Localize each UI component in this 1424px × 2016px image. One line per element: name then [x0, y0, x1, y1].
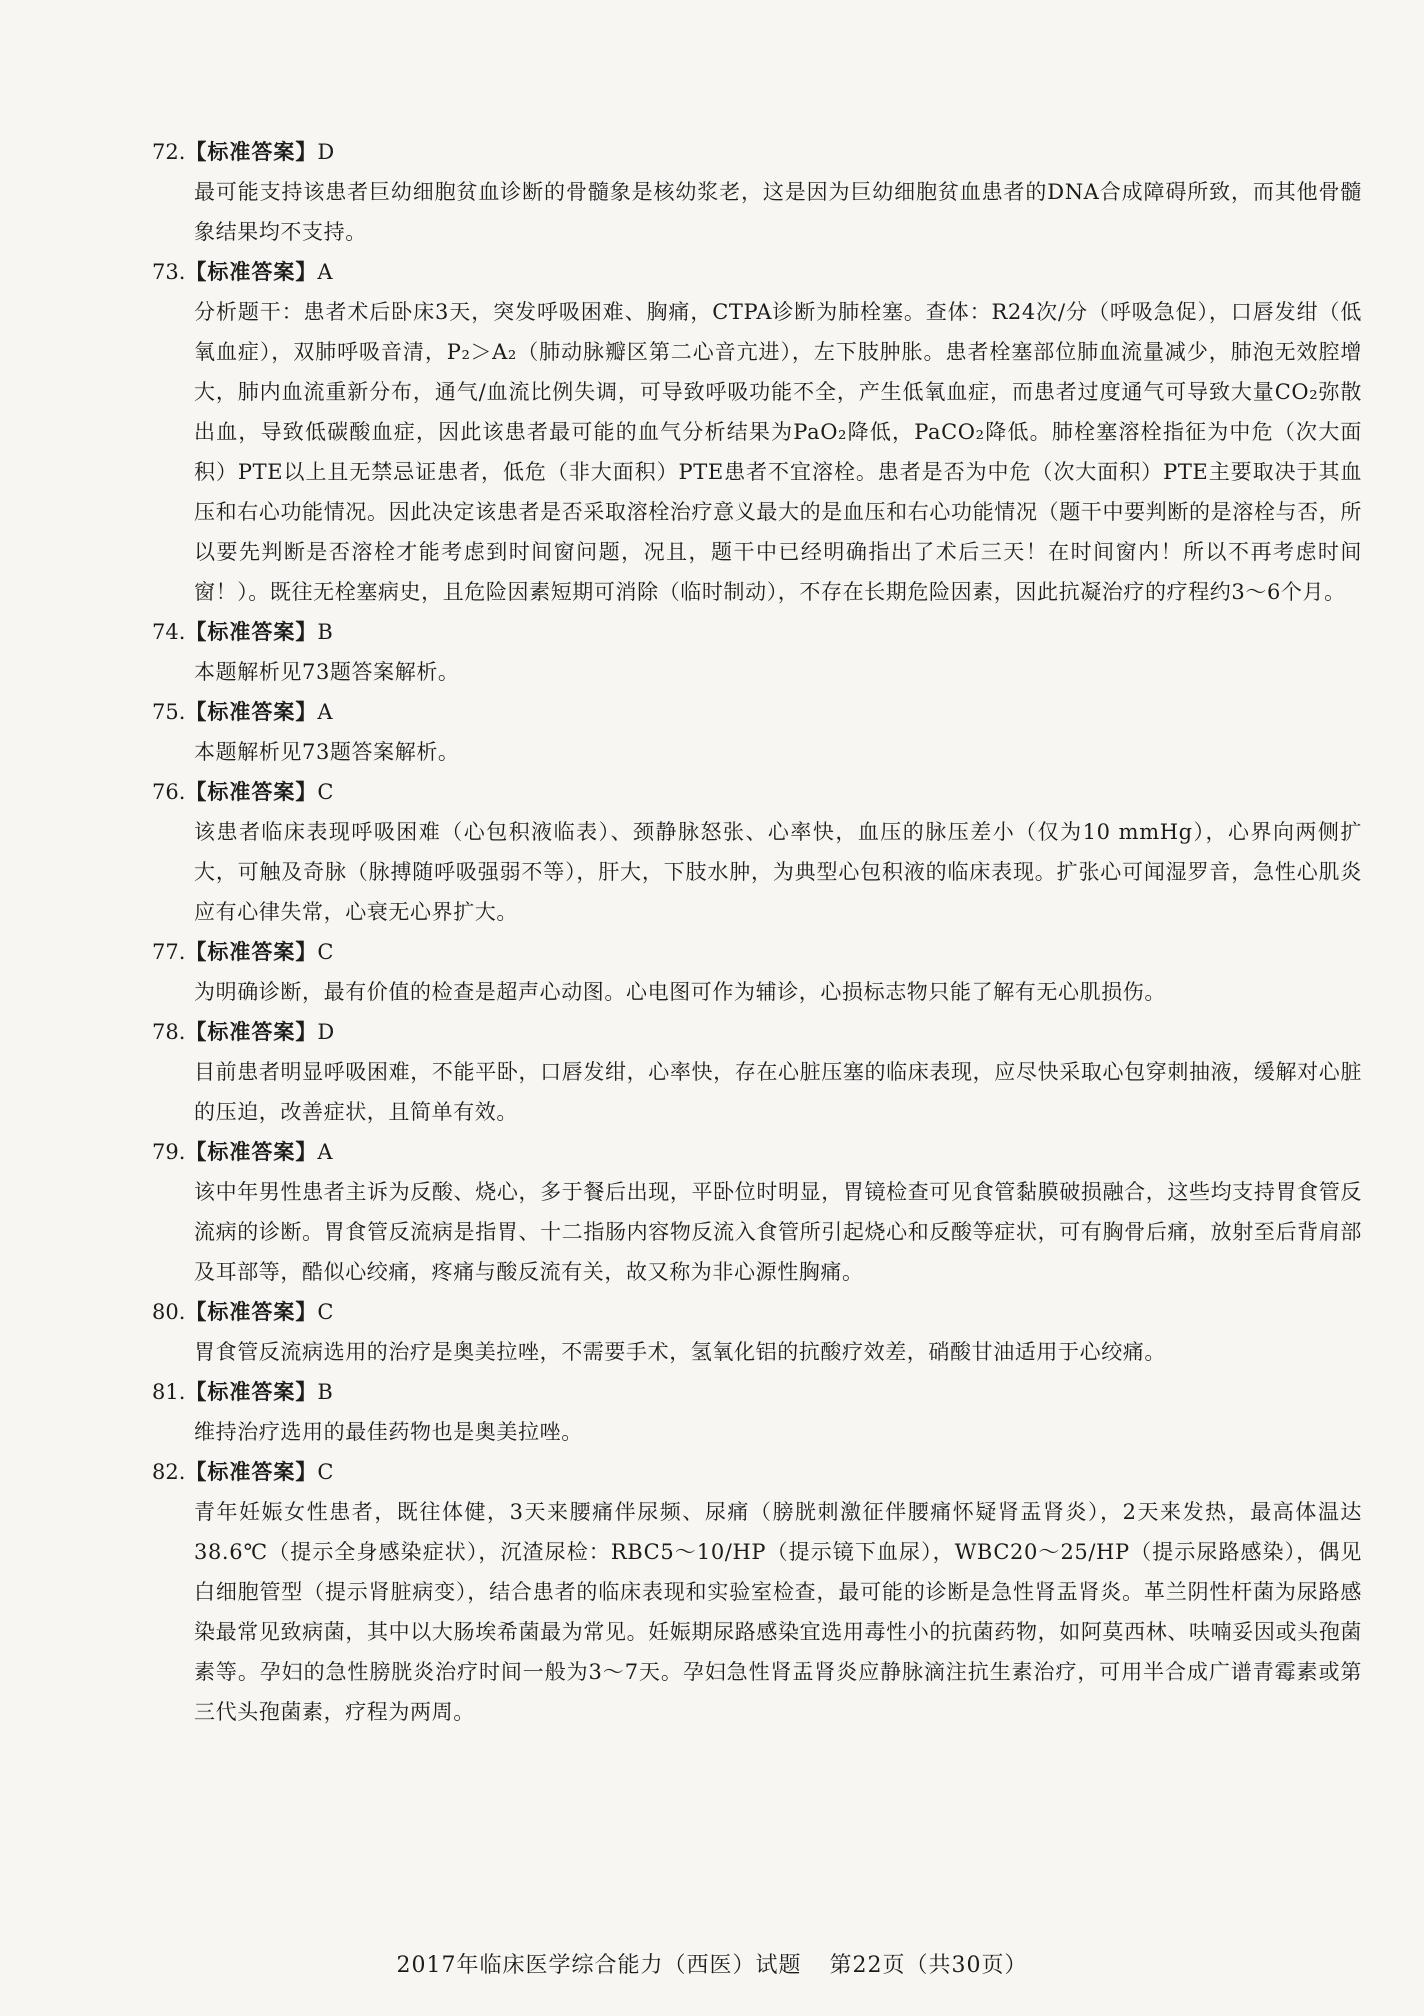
answer-item [152, 772, 1362, 932]
answer-letter: A [317, 1140, 333, 1164]
answer-heading [152, 692, 1362, 732]
answer-heading [152, 932, 1362, 972]
question-number: 75. [152, 700, 186, 724]
question-number: 78. [152, 1020, 186, 1044]
explanation-text: 目前患者明显呼吸困难，不能平卧，口唇发绀，心率快，存在心脏压塞的临床表现，应尽快采取心包穿刺抽液，缓解对心脏的压迫，改善症状，且简单有效。 [194, 1060, 1362, 1124]
answer-list [152, 132, 1362, 1732]
answer-heading [152, 1452, 1362, 1492]
answer-letter: A [317, 700, 333, 724]
answer-letter: A [317, 260, 333, 284]
question-number: 77. [152, 940, 186, 964]
answer-item [152, 692, 1362, 772]
explanation-text: 为明确诊断，最有价值的检查是超声心动图。心电图可作为辅诊，心损标志物只能了解有无心肌损伤。 [194, 980, 1166, 1004]
answer-label: 【标准答案】 [185, 139, 318, 164]
answer-item [152, 1372, 1362, 1452]
footer-page-number: 第22页（共30页） [829, 1953, 1028, 1978]
answer-label: 【标准答案】 [185, 1019, 318, 1044]
explanation-text: 青年妊娠女性患者，既往体健，3天来腰痛伴尿频、尿痛（膀胱刺激征伴腰痛怀疑肾盂肾炎），2天来发热，最高体温达38.6℃（提示全身感染症状），沉渣尿检：RBC5～10/HP（提示镜下血尿），WBC20～25/HP（提示尿路感染），偶见白细胞管型（提示肾脏病变），结合患者的临床表现和实验室检查，最可能的诊断是急性肾盂肾炎。革兰阴性杆菌为尿路感染最常见致病菌，其中以大肠埃希菌最为常见。妊娠期尿路感染宜选用毒性小的抗菌药物，如阿莫西林、呋喃妥因或头孢菌素等。孕妇的急性膀胱炎治疗时间一般为3～7天。孕妇急性肾盂肾炎应静脉滴注抗生素治疗，可用半合成广谱青霉素或第三代头孢菌素，疗程为两周。 [194, 1500, 1362, 1724]
page-footer [0, 1948, 1424, 1979]
answer-letter: C [317, 1300, 334, 1324]
answer-label: 【标准答案】 [185, 619, 318, 644]
explanation-text: 胃食管反流病选用的治疗是奥美拉唑，不需要手术，氢氧化铝的抗酸疗效差，硝酸甘油适用于心绞痛。 [194, 1340, 1166, 1364]
answer-label: 【标准答案】 [185, 699, 318, 724]
answer-heading [152, 1372, 1362, 1412]
answer-label: 【标准答案】 [185, 1299, 318, 1324]
answer-item [152, 252, 1362, 612]
explanation-text: 本题解析见73题答案解析。 [194, 660, 460, 684]
question-number: 80. [152, 1300, 186, 1324]
answer-item [152, 132, 1362, 252]
answer-heading [152, 132, 1362, 172]
answer-item [152, 612, 1362, 692]
question-number: 72. [152, 140, 186, 164]
answer-heading [152, 1292, 1362, 1332]
answer-label: 【标准答案】 [185, 1139, 318, 1164]
answer-item [152, 1132, 1362, 1292]
explanation-text: 最可能支持该患者巨幼细胞贫血诊断的骨髓象是核幼浆老，这是因为巨幼细胞贫血患者的DNA合成障碍所致，而其他骨髓象结果均不支持。 [194, 180, 1362, 244]
answer-letter: B [317, 620, 333, 644]
explanation-text: 该中年男性患者主诉为反酸、烧心，多于餐后出现，平卧位时明显，胃镜检查可见食管黏膜破损融合，这些均支持胃食管反流病的诊断。胃食管反流病是指胃、十二指肠内容物反流入食管所引起烧心和反酸等症状，可有胸骨后痛，放射至后背肩部及耳部等，酷似心绞痛，疼痛与酸反流有关，故又称为非心源性胸痛。 [194, 1180, 1362, 1284]
answer-item [152, 1292, 1362, 1372]
question-number: 74. [152, 620, 186, 644]
answer-letter: D [317, 140, 335, 164]
answer-label: 【标准答案】 [185, 259, 318, 284]
answer-letter: C [317, 940, 334, 964]
answer-heading [152, 1012, 1362, 1052]
answer-label: 【标准答案】 [185, 1379, 318, 1404]
answer-label: 【标准答案】 [185, 939, 318, 964]
answer-letter: D [317, 1020, 335, 1044]
explanation-text: 该患者临床表现呼吸困难（心包积液临表）、颈静脉怒张、心率快，血压的脉压差小（仅为10 mmHg），心界向两侧扩大，可触及奇脉（脉搏随呼吸强弱不等），肝大，下肢水肿，为典型心包积液的临床表现。扩张心可闻湿罗音，急性心肌炎应有心律失常，心衰无心界扩大。 [194, 820, 1362, 924]
footer-title: 2017年临床医学综合能力（西医）试题 [396, 1953, 802, 1978]
answer-letter: C [317, 1460, 334, 1484]
answer-heading [152, 772, 1362, 812]
answer-letter: C [317, 780, 334, 804]
explanation-text: 本题解析见73题答案解析。 [194, 740, 460, 764]
answer-heading [152, 612, 1362, 652]
answer-item [152, 1012, 1362, 1132]
explanation-text: 维持治疗选用的最佳药物也是奥美拉唑。 [194, 1420, 583, 1444]
explanation-text: 分析题干：患者术后卧床3天，突发呼吸困难、胸痛，CTPA诊断为肺栓塞。查体：R24次/分（呼吸急促），口唇发绀（低氧血症），双肺呼吸音清，P₂＞A₂（肺动脉瓣区第二心音亢进），左下肢肿胀。患者栓塞部位肺血流量减少，肺泡无效腔增大，肺内血流重新分布，通气/血流比例失调，可导致呼吸功能不全，产生低氧血症，而患者过度通气可导致大量CO₂弥散出血，导致低碳酸血症，因此该患者最可能的血气分析结果为PaO₂降低，PaCO₂降低。肺栓塞溶栓指征为中危（次大面积）PTE以上且无禁忌证患者，低危（非大面积）PTE患者不宜溶栓。患者是否为中危（次大面积）PTE主要取决于其血压和右心功能情况。因此决定该患者是否采取溶栓治疗意义最大的是血压和右心功能情况（题干中要判断的是溶栓与否，所以要先判断是否溶栓才能考虑到时间窗问题，况且，题干中已经明确指出了术后三天！在时间窗内！所以不再考虑时间窗！）。既往无栓塞病史，且危险因素短期可消除（临时制动），不存在长期危险因素，因此抗凝治疗的疗程约3～6个月。 [194, 300, 1362, 604]
question-number: 73. [152, 260, 186, 284]
question-number: 82. [152, 1460, 186, 1484]
question-number: 81. [152, 1380, 186, 1404]
answer-heading [152, 1132, 1362, 1172]
answer-letter: B [317, 1380, 333, 1404]
answer-item [152, 1452, 1362, 1732]
answer-heading [152, 252, 1362, 292]
question-number: 76. [152, 780, 186, 804]
answer-item [152, 932, 1362, 1012]
answer-label: 【标准答案】 [185, 779, 318, 804]
answer-label: 【标准答案】 [185, 1459, 318, 1484]
question-number: 79. [152, 1140, 186, 1164]
